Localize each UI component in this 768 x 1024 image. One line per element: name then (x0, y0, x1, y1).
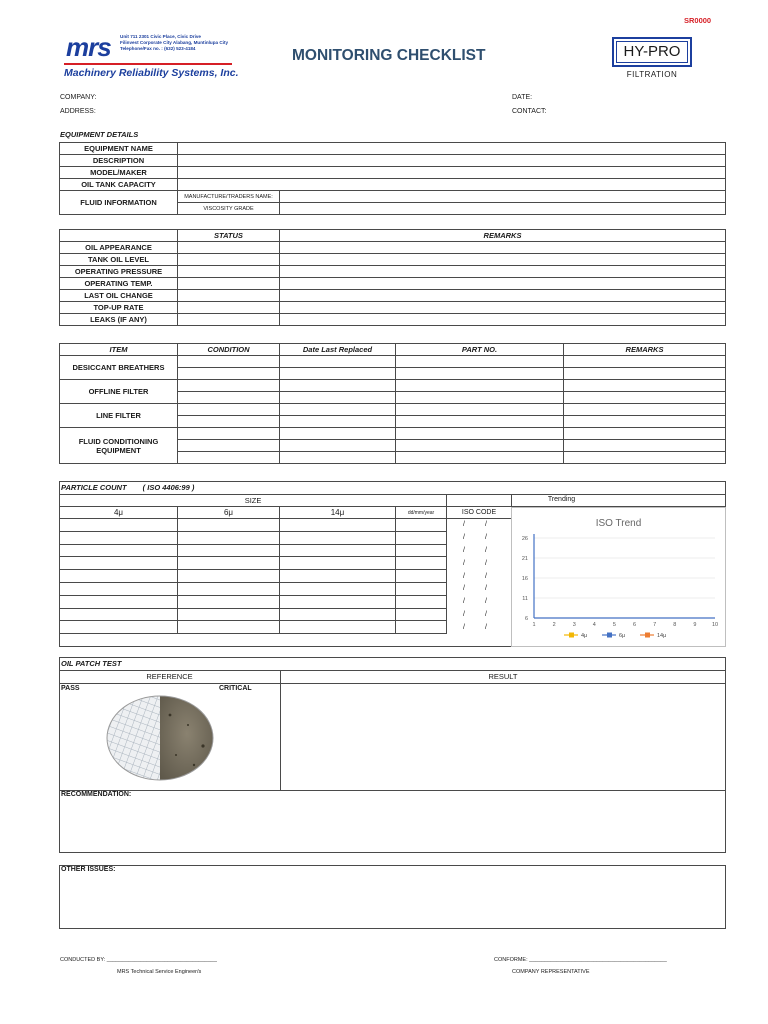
iso-code-cell[interactable] (447, 595, 512, 608)
item-row (60, 404, 726, 416)
size-4-cell[interactable] (60, 570, 178, 583)
status-row-label: OIL APPEARANCE (60, 242, 178, 254)
hypro-logo (610, 37, 694, 83)
iso-separator: / (484, 610, 487, 618)
status-row (60, 266, 726, 278)
iso-separator: / (484, 585, 487, 593)
item-row (60, 380, 726, 392)
particle-row (60, 570, 512, 583)
size-14-cell[interactable] (280, 557, 396, 570)
remarks-cell[interactable] (564, 452, 726, 464)
size-14-cell[interactable] (280, 595, 396, 608)
trending-header: Trending (547, 496, 576, 503)
x-tick-label: 2 (552, 622, 556, 628)
part-cell[interactable] (396, 404, 564, 416)
size-6-cell[interactable] (178, 582, 280, 595)
address-label: ADDRESS: (60, 108, 96, 115)
iso-separator: / (484, 534, 487, 542)
fluid-information-label: FLUID INFORMATION (60, 191, 178, 215)
remarks-cell[interactable] (564, 440, 726, 452)
y-tick-label: 6 (524, 616, 528, 622)
size-header-blank (447, 495, 512, 507)
condition-cell[interactable] (178, 428, 280, 440)
description-label: DESCRIPTION (60, 155, 178, 167)
status-header-row (60, 230, 726, 242)
condition-cell[interactable] (178, 392, 280, 404)
size-14-cell[interactable] (280, 621, 396, 634)
remarks-cell[interactable] (280, 314, 726, 326)
remarks-cell[interactable] (564, 380, 726, 392)
date-label: DATE: (512, 94, 533, 101)
item-row (60, 356, 726, 368)
date-cell[interactable] (280, 368, 396, 380)
equipment-name-field[interactable] (178, 143, 726, 155)
status-row-label: LAST OIL CHANGE (60, 290, 178, 302)
status-table (59, 229, 726, 326)
recommendation-box[interactable] (59, 790, 726, 853)
x-tick-label: 4 (592, 622, 596, 628)
condition-cell[interactable] (178, 368, 280, 380)
remarks-cell[interactable] (564, 428, 726, 440)
part-cell[interactable] (396, 440, 564, 452)
part-cell[interactable] (396, 428, 564, 440)
result-header: RESULT (488, 672, 518, 681)
other-issues-box[interactable] (59, 865, 726, 929)
size-header: SIZE (60, 495, 447, 507)
conducted-by-subtitle: MRS Technical Service Engineer/s (117, 969, 202, 975)
conforme-subtitle: COMPANY REPRESENTATIVE (512, 969, 590, 975)
y-tick-label: 16 (521, 576, 528, 582)
reference-header: REFERENCE (146, 672, 193, 681)
part-cell[interactable] (396, 392, 564, 404)
y-tick-label: 21 (521, 556, 528, 562)
particle-row (60, 582, 512, 595)
iso-code-cell[interactable] (447, 608, 512, 621)
remarks-cell[interactable] (280, 278, 726, 290)
condition-cell[interactable] (178, 356, 280, 368)
size-14-cell[interactable] (280, 582, 396, 595)
critical-label: CRITICAL (219, 685, 252, 692)
size-4-cell[interactable] (60, 621, 178, 634)
oil-patch-divider (280, 670, 281, 791)
iso-code-cell[interactable] (447, 531, 512, 544)
oil-patch-rule (59, 670, 726, 671)
remarks-header: REMARKS (280, 230, 726, 242)
equipment-table (59, 142, 726, 215)
legend-marker (569, 633, 574, 638)
iso-code-header: ISO CODE (447, 507, 512, 519)
iso-code-cell[interactable] (447, 621, 512, 634)
legend-marker (607, 633, 612, 638)
condition-cell[interactable] (178, 440, 280, 452)
manufacturer-field[interactable] (280, 191, 726, 203)
date-cell[interactable] (280, 440, 396, 452)
equipment-name-label: EQUIPMENT NAME (60, 143, 178, 155)
condition-header: CONDITION (178, 344, 280, 356)
y-tick-label: 26 (521, 536, 528, 542)
iso-code-cell[interactable] (447, 570, 512, 583)
iso-separator: / (463, 559, 465, 567)
item-header-row (60, 344, 726, 356)
iso-separator: / (463, 598, 465, 606)
oil-patch-image (106, 695, 214, 781)
iso-separator: / (463, 521, 465, 529)
x-tick-label: 1 (532, 622, 536, 628)
size-4-cell[interactable] (60, 608, 178, 621)
remarks-cell[interactable] (280, 302, 726, 314)
size-6-cell[interactable] (178, 621, 280, 634)
conducted-by-line: CONDUCTED BY: ____________________________________ (60, 957, 217, 963)
particle-row (60, 557, 512, 570)
size-14-cell[interactable] (280, 519, 396, 532)
size-14-header: 14μ (280, 507, 396, 519)
particle-row (60, 544, 512, 557)
item-label: DESICCANT BREATHERS (60, 356, 178, 380)
status-row (60, 242, 726, 254)
status-header: STATUS (178, 230, 280, 242)
iso-separator: / (484, 521, 487, 529)
size-4-cell[interactable] (60, 582, 178, 595)
status-cell[interactable] (178, 266, 280, 278)
part-no-header: PART NO. (396, 344, 564, 356)
status-row (60, 254, 726, 266)
date-cell[interactable] (396, 608, 447, 621)
mrs-address: Unit 711 2301 Civic Place, Civic Drive Filinvest Corporate City Alabang, Muntinlupa City Telephone/Fax no. : (632) 523-4184 (120, 34, 229, 51)
status-cell[interactable] (178, 254, 280, 266)
status-row-label: LEAKS (IF ANY) (60, 314, 178, 326)
x-tick-label: 7 (653, 622, 657, 628)
size-6-cell[interactable] (178, 570, 280, 583)
size-6-cell[interactable] (178, 595, 280, 608)
date-cell[interactable] (396, 544, 447, 557)
iso-separator: / (463, 534, 465, 542)
part-cell[interactable] (396, 368, 564, 380)
particle-row (60, 608, 512, 621)
date-cell[interactable] (396, 557, 447, 570)
legend-marker (645, 633, 650, 638)
condition-cell[interactable] (178, 404, 280, 416)
iso-separator: / (463, 623, 465, 631)
particle-data-table (59, 518, 512, 634)
status-row-label: TOP-UP RATE (60, 302, 178, 314)
particle-row (60, 531, 512, 544)
fluid-row (60, 191, 726, 203)
mrs-company-name: Machinery Reliability Systems, Inc. (64, 67, 239, 79)
hypro-box: HY-PRO (612, 37, 692, 67)
company-label: COMPANY: (60, 94, 97, 101)
iso-separator: / (484, 572, 487, 580)
viscosity-grade-field[interactable] (280, 203, 726, 215)
size-4-cell[interactable] (60, 595, 178, 608)
iso-code-cell[interactable] (447, 544, 512, 557)
status-cell[interactable] (178, 302, 280, 314)
x-tick-label: 9 (693, 622, 697, 628)
particle-row (60, 621, 512, 634)
x-tick-label: 6 (633, 622, 637, 628)
iso-separator: / (463, 572, 465, 580)
status-row (60, 290, 726, 302)
size-14-cell[interactable] (280, 544, 396, 557)
particle-header-row (60, 507, 512, 519)
size-4-cell[interactable] (60, 557, 178, 570)
date-cell[interactable] (280, 380, 396, 392)
status-cell[interactable] (178, 290, 280, 302)
trend-chart (512, 508, 725, 646)
oil-patch-rule (59, 683, 726, 684)
date-cell[interactable] (396, 595, 447, 608)
condition-cell[interactable] (178, 380, 280, 392)
status-cell[interactable] (178, 314, 280, 326)
size-6-cell[interactable] (178, 519, 280, 532)
remarks-cell[interactable] (280, 290, 726, 302)
iso-code-cell[interactable] (447, 557, 512, 570)
date-cell[interactable] (396, 621, 447, 634)
contact-label: CONTACT: (512, 108, 547, 115)
tank-capacity-field[interactable] (178, 179, 726, 191)
item-label: OFFLINE FILTER (60, 380, 178, 404)
status-cell[interactable] (178, 242, 280, 254)
remarks-cell[interactable] (564, 368, 726, 380)
equipment-row (60, 179, 726, 191)
manufacturer-label: MANUFACTURE/TRADERS NAME: (178, 191, 280, 203)
item-header: ITEM (60, 344, 178, 356)
particle-row (60, 595, 512, 608)
condition-cell[interactable] (178, 416, 280, 428)
date-cell[interactable] (280, 416, 396, 428)
x-tick-label: 10 (711, 622, 719, 628)
size-4-cell[interactable] (60, 519, 178, 532)
status-cell[interactable] (178, 278, 280, 290)
date-cell[interactable] (396, 531, 447, 544)
oil-patch-section-title: OIL PATCH TEST (61, 659, 122, 668)
status-row (60, 302, 726, 314)
other-issues-label: OTHER ISSUES: (61, 866, 116, 873)
description-field[interactable] (178, 155, 726, 167)
item-table (59, 343, 726, 464)
mrs-logo (62, 32, 242, 84)
item-label: FLUID CONDITIONING EQUIPMENT (60, 428, 178, 464)
status-row-label: TANK OIL LEVEL (60, 254, 178, 266)
iso-separator: / (484, 598, 487, 606)
size-14-cell[interactable] (280, 608, 396, 621)
iso-separator: / (463, 585, 465, 593)
viscosity-grade-label: VISCOSITY GRADE (178, 203, 280, 215)
page-title: MONITORING CHECKLIST (292, 47, 486, 64)
iso-separator: / (484, 546, 487, 554)
conforme-line: CONFORME: _____________________________________________ (494, 957, 667, 963)
status-row-label: OPERATING TEMP. (60, 278, 178, 290)
date-cell[interactable] (280, 392, 396, 404)
legend-label: 6μ (619, 633, 626, 639)
part-cell[interactable] (396, 416, 564, 428)
recommendation-label: RECOMMENDATION: (61, 791, 132, 798)
y-tick-label: 11 (522, 596, 528, 602)
particle-table (59, 494, 512, 519)
mrs-wordmark: mrs (66, 32, 111, 62)
part-cell[interactable] (396, 452, 564, 464)
remarks-cell[interactable] (280, 266, 726, 278)
date-replaced-header: Date Last Replaced (280, 344, 396, 356)
date-cell[interactable] (280, 356, 396, 368)
chart-title: ISO Trend (595, 518, 642, 529)
equipment-section-title: EQUIPMENT DETAILS (60, 130, 139, 139)
size-6-cell[interactable] (178, 531, 280, 544)
item-remarks-header: REMARKS (564, 344, 726, 356)
size-6-header: 6μ (178, 507, 280, 519)
iso-code-cell[interactable] (447, 519, 512, 532)
status-row-label: OPERATING PRESSURE (60, 266, 178, 278)
pass-label: PASS (61, 685, 80, 692)
size-4-header: 4μ (60, 507, 178, 519)
particle-row (60, 519, 512, 532)
status-header-blank (60, 230, 178, 242)
size-4-cell[interactable] (60, 544, 178, 557)
mrs-red-rule (64, 63, 232, 65)
model-maker-label: MODEL/MAKER (60, 167, 178, 179)
item-label: LINE FILTER (60, 404, 178, 428)
equipment-row (60, 167, 726, 179)
size-14-cell[interactable] (280, 531, 396, 544)
date-cell[interactable] (280, 404, 396, 416)
remarks-cell[interactable] (564, 404, 726, 416)
part-cell[interactable] (396, 356, 564, 368)
legend-label: 4μ (581, 633, 588, 639)
size-14-cell[interactable] (280, 570, 396, 583)
size-4-cell[interactable] (60, 531, 178, 544)
remarks-cell[interactable] (564, 356, 726, 368)
x-tick-label: 5 (612, 622, 616, 628)
remarks-cell[interactable] (564, 392, 726, 404)
date-format-header: dd/mm/year (396, 507, 447, 519)
hypro-subtitle: FILTRATION (626, 70, 678, 79)
x-tick-label: 3 (572, 622, 576, 628)
remarks-cell[interactable] (280, 242, 726, 254)
size-6-cell[interactable] (178, 557, 280, 570)
equipment-row (60, 155, 726, 167)
iso-separator: / (463, 610, 465, 618)
status-row (60, 278, 726, 290)
status-row (60, 314, 726, 326)
iso-code-cell[interactable] (447, 582, 512, 595)
date-cell[interactable] (280, 452, 396, 464)
x-tick-label: 8 (673, 622, 677, 628)
equipment-row (60, 143, 726, 155)
iso-separator: / (484, 559, 487, 567)
date-cell[interactable] (396, 570, 447, 583)
iso-separator: / (463, 546, 465, 554)
document-code: SR0000 (684, 16, 712, 25)
size-6-cell[interactable] (178, 608, 280, 621)
remarks-cell[interactable] (564, 416, 726, 428)
size-6-cell[interactable] (178, 544, 280, 557)
size-header-row (60, 495, 512, 507)
condition-cell[interactable] (178, 452, 280, 464)
item-row (60, 428, 726, 440)
particle-section-title: PARTICLE COUNT ( ISO 4406:99 ) (61, 483, 195, 492)
date-cell[interactable] (396, 582, 447, 595)
date-cell[interactable] (396, 519, 447, 532)
legend-label: 14μ (657, 633, 667, 639)
model-maker-field[interactable] (178, 167, 726, 179)
part-cell[interactable] (396, 380, 564, 392)
date-cell[interactable] (280, 428, 396, 440)
remarks-cell[interactable] (280, 254, 726, 266)
tank-capacity-label: OIL TANK CAPACITY (60, 179, 178, 191)
iso-separator: / (484, 623, 487, 631)
